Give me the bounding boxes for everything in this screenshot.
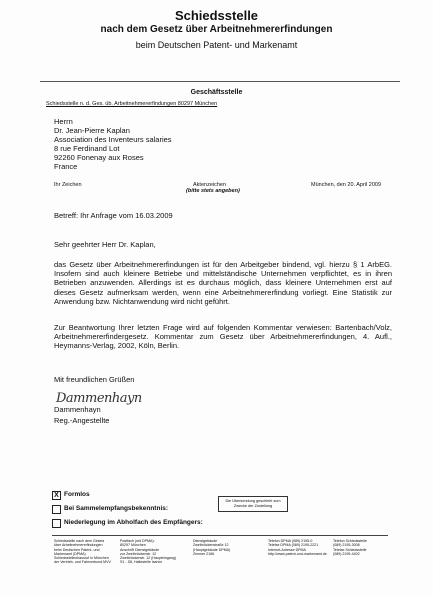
sammel-checkbox[interactable]	[52, 505, 61, 514]
sammel-label: Bei Sammelempfangsbekenntnis:	[64, 505, 169, 512]
address-line: France	[54, 162, 78, 171]
address-line: 8 rue Ferdinand Lot	[54, 144, 120, 153]
place-date: München, den 20. April 2009	[311, 182, 382, 188]
footer-divider	[52, 535, 388, 536]
formlos-checkbox[interactable]: X	[52, 491, 61, 500]
greeting: Sehr geehrter Herr Dr. Kaplan,	[54, 240, 156, 249]
address-line: Herrn	[54, 117, 73, 126]
footer-col-3: Dienstgebäude Zweibrückenstraße 12 (Hauptgebäude DPMA) Zimmer 2166	[193, 539, 231, 556]
paragraph-2: Zur Beantwortung Ihrer letzten Frage wird auf folgenden Kommentar verwiesen: Bartenbach/Volz, Arbeitnehmererfindergesetz. Kommentar zum Gesetz über Arbeitnehmererfindungen, 4. Aufl., Heymanns-Verlag, 2002, Köln, Berlin.	[54, 323, 392, 351]
footer-col-1: Schiedsstelle nach dem Gesetz über Arbeitnehmererfindungen beim Deutschen Patent- und Markenamt (DPMA) Schiedsstellenhausruf in München der Vertrieb- und Fahrverbund MVV	[54, 539, 111, 565]
address-line: Dr. Jean-Pierre Kaplan	[54, 126, 130, 135]
niederlegung-checkbox[interactable]	[52, 519, 61, 528]
header-divider	[40, 81, 400, 82]
formlos-label: Formlos	[64, 491, 90, 498]
signer-title: Reg.-Angestellte	[54, 416, 110, 425]
ihr-zeichen-label: Ihr Zeichen	[54, 182, 82, 188]
footer-col-4: Telefon DPMA (089) 2195-0 Telefax DPMA (089) 2195-2221 Internet-Adresse DPMA http://www.patent-und-markenamt.de	[268, 539, 327, 556]
letterhead-office: beim Deutschen Patent- und Markenamt	[135, 40, 298, 50]
footer-col-5: Telefon Schiedsstelle (089) 2195-3008 Telefax Schiedsstelle (089) 2195-4402	[333, 539, 367, 556]
recipient-address	[54, 117, 172, 171]
closing: Mit freundlichen Grüßen	[54, 375, 135, 384]
niederlegung-label: Niederlegung im Abholfach des Empfängers:	[64, 519, 203, 526]
signer-name: Dammenhayn	[54, 405, 101, 414]
address-line: 92260 Fonenay aux Roses	[54, 153, 144, 162]
aktenzeichen-label: Aktenzeichen	[193, 182, 227, 188]
letterhead-title: Schiedsstelle	[174, 8, 259, 23]
sender-return-line: Schiedsstelle n. d. Ges. üb. Arbeitnehmererfindungen 80297 München	[46, 101, 218, 107]
aktenzeichen-note: (bitte stets angeben)	[186, 188, 240, 194]
footer-col-2: Postfach (mit DPMA): 80297 München Anschrift Dienstgebäude zur Zweibrückenstr. 12 Zweibrückenstr. 12 (Haupteingang) S1 - S8, Haltestelle Isartor	[120, 539, 176, 565]
subject-line: Betreff: Ihr Anfrage vom 16.03.2009	[54, 211, 173, 220]
paragraph-1: das Gesetz über Arbeitnehmererfindungen ist für den Arbeitgeber bindend, vgl. hierzu § 1 ArbEG. Insofern sind auch kleinere Betriebe und mittelständische Unternehmen verpflichtet, es in ihren Betrieben anzuwenden. Allerdings ist es durchaus möglich, dass kleinere Unternehmen erst auf dieses Gesetz aufmerksam werden, wenn eine Arbeitnehmererfindung vorliegt. Eine Statistik zur Anwendung bzw. Nichtanwendung wird nicht geführt.	[54, 260, 392, 306]
handwritten-signature: Dammenhayn	[56, 391, 142, 406]
delivery-stamp: Die Übersendung geschieht zum Zwecke der Zustellung	[218, 496, 288, 512]
department-label: Geschäftsstelle	[190, 89, 243, 96]
letterhead-subtitle: nach dem Gesetz über Arbeitnehmererfindungen	[100, 24, 333, 35]
address-line: Association des Inventeurs salaries	[54, 135, 172, 144]
